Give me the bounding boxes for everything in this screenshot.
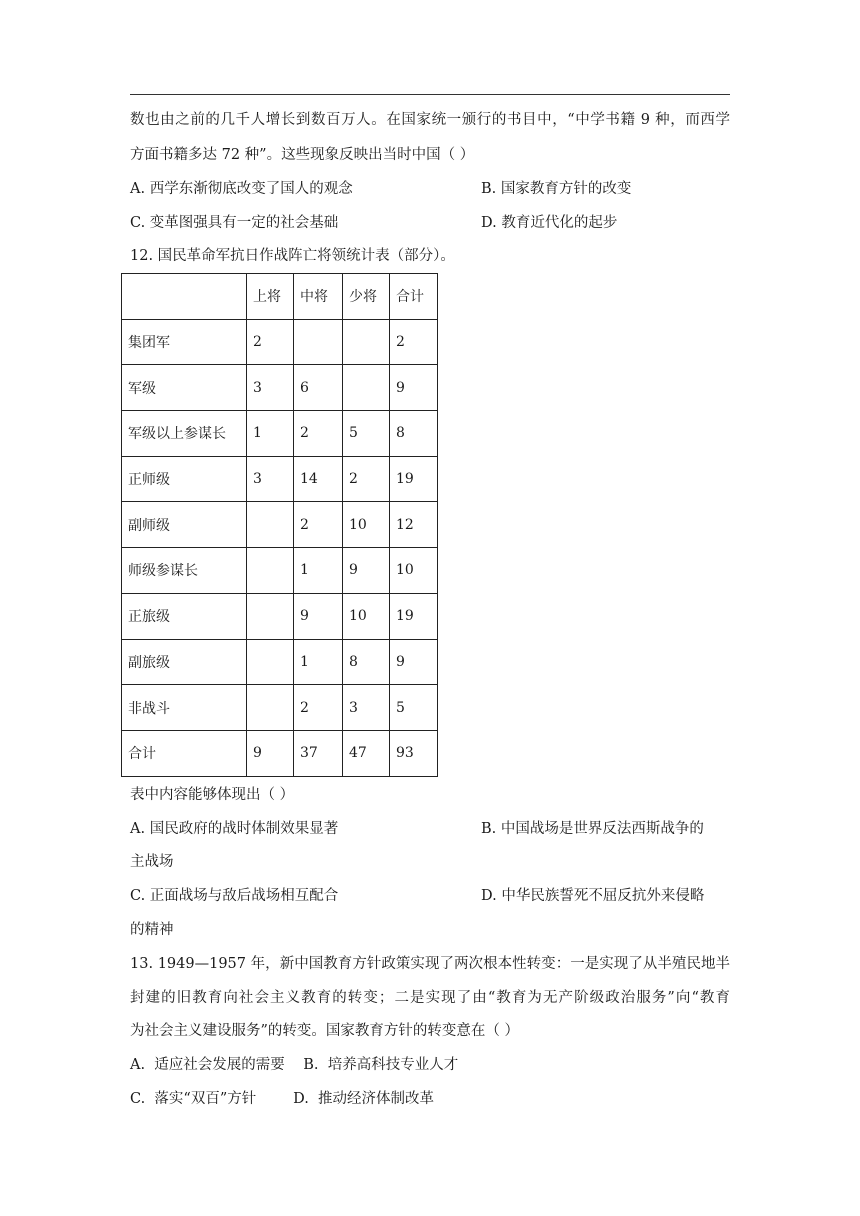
table-header-cell: 少将 (343, 274, 390, 320)
q12-option-b-continued: 主战场 (130, 854, 174, 870)
casualty-table (121, 273, 438, 777)
table-cell: 47 (343, 730, 390, 776)
q11-option-d: D. 教育近代化的起步 (481, 215, 618, 231)
table-cell: 9 (294, 593, 343, 639)
table-row (122, 319, 438, 365)
table-row-label: 师级参谋长 (122, 548, 247, 594)
table-cell: 6 (294, 365, 343, 411)
table-cell: 2 (294, 502, 343, 548)
table-cell (247, 685, 294, 731)
table-cell: 2 (390, 319, 438, 365)
table-cell: 2 (247, 319, 294, 365)
table-cell: 10 (343, 502, 390, 548)
table-header-row (122, 274, 438, 320)
table-cell: 8 (343, 639, 390, 685)
table-cell: 5 (390, 685, 438, 731)
q12-option-c: C. 正面战场与敌后战场相互配合 (130, 888, 339, 904)
q11-stem-line2: 方面书籍多达 72 种”。这些现象反映出当时中国（ ） (130, 147, 475, 163)
table-cell (247, 593, 294, 639)
table-header-cell: 上将 (247, 274, 294, 320)
table-row-label: 副旅级 (122, 639, 247, 685)
table-header-cell: 合计 (390, 274, 438, 320)
table-cell (247, 548, 294, 594)
table-cell: 9 (343, 548, 390, 594)
q12-option-d-continued: 的精神 (130, 922, 174, 938)
table-cell: 3 (247, 365, 294, 411)
table-cell: 10 (343, 593, 390, 639)
table-cell: 2 (294, 411, 343, 457)
table-cell: 9 (247, 730, 294, 776)
table-row (122, 730, 438, 776)
table-cell: 93 (390, 730, 438, 776)
table-cell: 37 (294, 730, 343, 776)
table-row (122, 502, 438, 548)
q13-options-cd: C. 落实“双百”方针 D. 推动经济体制改革 (130, 1091, 435, 1107)
table-row (122, 685, 438, 731)
q11-option-b: B. 国家教育方针的改变 (481, 181, 632, 197)
table-row-label: 合计 (122, 730, 247, 776)
q12-question: 表中内容能够体现出（ ） (130, 787, 295, 803)
table-row-label: 正旅级 (122, 593, 247, 639)
table-header-cell: 中将 (294, 274, 343, 320)
q12-stem: 12. 国民革命军抗日作战阵亡将领统计表（部分）。 (130, 248, 455, 264)
q11-option-c: C. 变革图强具有一定的社会基础 (130, 215, 339, 231)
table-cell (247, 639, 294, 685)
table-row-label: 正师级 (122, 456, 247, 502)
q13-stem-line2: 封建的旧教育向社会主义教育的转变；二是实现了由“教育为无产阶级政治服务”向“教育 (130, 990, 730, 1006)
table-cell: 19 (390, 456, 438, 502)
table-cell (343, 365, 390, 411)
table-header-cell (122, 274, 247, 320)
table-cell: 14 (294, 456, 343, 502)
q11-stem-line1: 数也由之前的几千人增长到数百万人。在国家统一颁行的书目中，“中学书籍 9 种，而西学 (130, 112, 730, 128)
table-cell: 10 (390, 548, 438, 594)
table-cell (343, 319, 390, 365)
table-cell: 5 (343, 411, 390, 457)
q12-option-d: D. 中华民族誓死不屈反抗外来侵略 (481, 888, 705, 904)
table-cell: 19 (390, 593, 438, 639)
table-cell: 2 (343, 456, 390, 502)
header-rule (130, 94, 730, 95)
q13-stem-line3: 为社会主义建设服务”的转变。国家教育方针的转变意在（ ） (130, 1023, 520, 1039)
table-row-label: 军级 (122, 365, 247, 411)
table-row (122, 593, 438, 639)
q12-option-b: B. 中国战场是世界反法西斯战争的 (481, 821, 704, 837)
table-cell: 9 (390, 365, 438, 411)
table-cell: 3 (343, 685, 390, 731)
table-cell: 8 (390, 411, 438, 457)
table-row (122, 639, 438, 685)
q13-stem-line1: 13. 1949—1957 年，新中国教育方针政策实现了两次根本性转变：一是实现了从半殖民地半 (130, 956, 730, 972)
q13-options-ab: A. 适应社会发展的需要 B. 培养高科技专业人才 (130, 1057, 459, 1073)
q12-option-a: A. 国民政府的战时体制效果显著 (130, 821, 339, 837)
table-row (122, 365, 438, 411)
table-row (122, 411, 438, 457)
table-cell: 3 (247, 456, 294, 502)
table-cell: 1 (294, 548, 343, 594)
table-cell (294, 319, 343, 365)
table-row-label: 集团军 (122, 319, 247, 365)
table-cell: 2 (294, 685, 343, 731)
table-cell: 9 (390, 639, 438, 685)
q11-option-a: A. 西学东渐彻底改变了国人的观念 (130, 181, 353, 197)
table-row (122, 548, 438, 594)
table-row (122, 456, 438, 502)
table-cell: 12 (390, 502, 438, 548)
table-row-label: 副师级 (122, 502, 247, 548)
table-cell (247, 502, 294, 548)
table-row-label: 非战斗 (122, 685, 247, 731)
table-cell: 1 (294, 639, 343, 685)
table-cell: 1 (247, 411, 294, 457)
table-row-label: 军级以上参谋长 (122, 411, 247, 457)
